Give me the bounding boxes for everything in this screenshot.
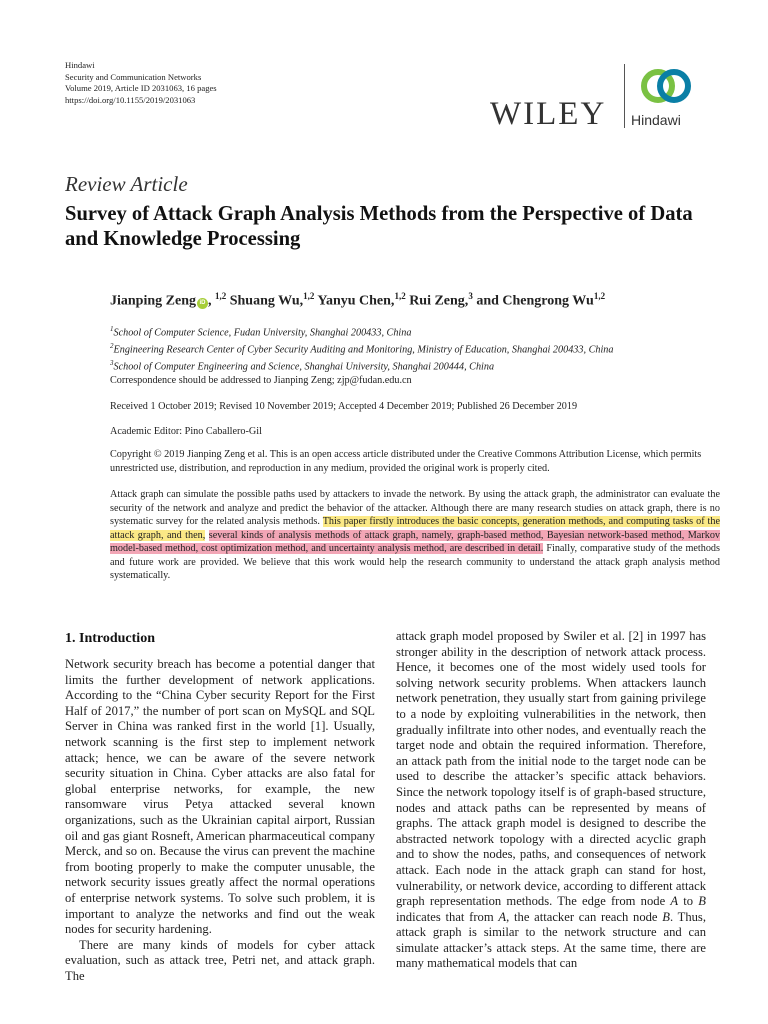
highlight-yellow[interactable]: This paper firstly introduces the basic concepts, generation methods, and computing tasks of the attack graph, and then, xyxy=(110,516,720,541)
author-affil-sup: 1,2 xyxy=(394,291,406,301)
hindawi-logo-text: Hindawi xyxy=(631,112,681,128)
section-heading: 1. Introduction xyxy=(65,631,155,646)
orcid-icon[interactable]: iD xyxy=(197,298,208,309)
paragraph xyxy=(396,629,706,972)
affiliation-item xyxy=(110,323,730,340)
paragraph-text: attack graph model proposed by Swiler et al. [2] in 1997 has stronger ability in the description of network attack process. Hence, it becomes one of the most widely used tools for solving network security problems. When attackers launch network penetration, they usually start from gaining privilege to a node by exploiting vulnerabilities in the network, then gradually infiltrate into other nodes, and eventually reach the target node and obtain the required information. Therefore, an attack path from the initial node to the target node can be used to describe the attacker’s specific attack behaviors. Since the network topology itself is of graph-based structure, nodes and attack paths can be represented by means of graphs. The attack graph model is designed to describe the abstracted network topology with a directed acyclic graph and to show the nodes, paths, and consequences of network attack. Each node in the attack graph can stand for host, vulnerability, or network device, according to different attack graph representation methods. The edge from node xyxy=(396,629,706,909)
article-dates: Received 1 October 2019; Revised 10 November 2019; Accepted 4 December 2019; Published 26 December 2019 xyxy=(110,401,578,412)
doi-link[interactable]: https://doi.org/10.1155/2019/2031063 xyxy=(65,94,196,105)
academic-editor: Academic Editor: Pino Caballero-Gil xyxy=(110,426,262,437)
highlight-pink[interactable]: several kinds of analysis methods of attack graph, namely, graph-based method, Bayesian network-based method, Markov model-based method, cost optimization method, and uncertainty analysis method, are described in detail. xyxy=(110,529,721,554)
paragraph: There are many kinds of models for cyber attack evaluation, such as attack tree, Petri net, and attack graph. The xyxy=(65,937,375,983)
author-name: Rui Zeng, xyxy=(409,293,469,309)
abstract-text: Attack graph can simulate the possible paths used by attackers to invade the network. By using the attack graph, the administrator can evaluate the security of the network and analyze and predict the behavior of the attacker. Although there are many research studies on attack graph, there is no systematic survey for the related analysis methods. xyxy=(110,489,720,527)
affiliation-item xyxy=(110,340,730,357)
paragraph-text: to xyxy=(678,894,699,909)
author-affil-sup: 1,2 xyxy=(593,291,606,301)
journal-name: Security and Communication Networks xyxy=(65,71,202,82)
article-title: Survey of Attack Graph Analysis Methods from the Perspective of Data and Knowledge Processing xyxy=(65,203,693,250)
affiliations xyxy=(110,323,730,374)
right-column xyxy=(396,629,706,972)
node-symbol: A xyxy=(498,909,507,924)
paragraph-text: , the attacker can reach node xyxy=(506,909,663,924)
abstract-text: Finally, comparative study of the methods and future work are provided. We believe that this work would help the research community to understand the attack graph analysis method systematically. xyxy=(110,543,720,581)
paragraph: Network security breach has become a potential danger that limits the further development of network applications. According to the “China Cyber security Report for the First Half of 2017,” the number of port scan on MySQL and SQL Server in China was ranked first in the world [1]. Usually, network scanning is the first step to implement network attack; hence, we can be aware of the severe network security situation in China. Cyber attacks are also fatal for global enterprise networks, for example, the new ransomware virus Petya attacked several known organizations, such as the Ukrainian capital airport, Russian oil and gas giant Rosneft, American pharmaceutical company Merck, and so on. Because the virus can prevent the machine from booting properly to make the computer unusable, the network security issues greatly affect the normal operations of enterprise network systems. To solve such problem, it is important to analyze the networks and find out the weak nodes for security hardening. xyxy=(65,657,375,937)
publisher-name: Hindawi xyxy=(65,60,95,70)
copyright-notice: Copyright © 2019 Jianping Zeng et al. This is an open access article distributed under the Creative Commons Attribution License, which permits unrestricted use, distribution, and reproduction in any medium, provided the original work is properly cited. xyxy=(110,449,702,474)
author-list xyxy=(110,291,730,310)
author-affil-sup: 3 xyxy=(468,291,473,301)
author-name: Jianping Zeng xyxy=(110,293,196,309)
affiliation-sup: 3 xyxy=(110,358,114,367)
journal-meta xyxy=(65,60,217,106)
affiliation-text: School of Computer Science, Fudan University, Shanghai 200433, China xyxy=(113,327,412,339)
author-name: Shuang Wu, xyxy=(229,293,304,309)
hindawi-rings-icon xyxy=(638,62,694,110)
affiliation-text: School of Computer Engineering and Science, Shanghai University, Shanghai 200444, China xyxy=(113,361,495,373)
affiliation-sup: 1 xyxy=(110,325,114,333)
author-name: Yanyu Chen, xyxy=(317,293,395,309)
abstract xyxy=(110,488,720,583)
affiliation-text: Engineering Research Center of Cyber Security Auditing and Monitoring, Ministry of Education, Shanghai 200433, China xyxy=(113,344,614,356)
publisher-logo xyxy=(490,62,720,130)
affiliation-item xyxy=(110,357,730,374)
author-name: and Chengrong Wu xyxy=(476,293,594,309)
node-symbol: A xyxy=(670,894,679,909)
author-affil-sup: 1,2 xyxy=(303,291,315,301)
correspondence: Correspondence should be addressed to Jianping Zeng; zjp@fudan.edu.cn xyxy=(110,375,412,386)
node-symbol: B xyxy=(662,909,670,924)
logo-divider xyxy=(624,64,625,128)
paragraph-text: indicates that from xyxy=(396,909,499,924)
wiley-logo: WILEY xyxy=(490,96,607,132)
volume-line: Volume 2019, Article ID 2031063, 16 pages xyxy=(65,83,217,94)
node-symbol: B xyxy=(698,894,706,909)
left-column xyxy=(65,657,375,984)
article-type: Review Article xyxy=(65,172,188,196)
affiliation-sup: 2 xyxy=(110,341,114,350)
paragraph-text: . Thus, attack graph is similar to the network structure and can simulate attacker’s attack steps. At the same time, there are many mathematical models that can xyxy=(396,909,706,971)
author-separator: , xyxy=(207,293,215,309)
author-affil-sup: 1,2 xyxy=(214,291,227,301)
